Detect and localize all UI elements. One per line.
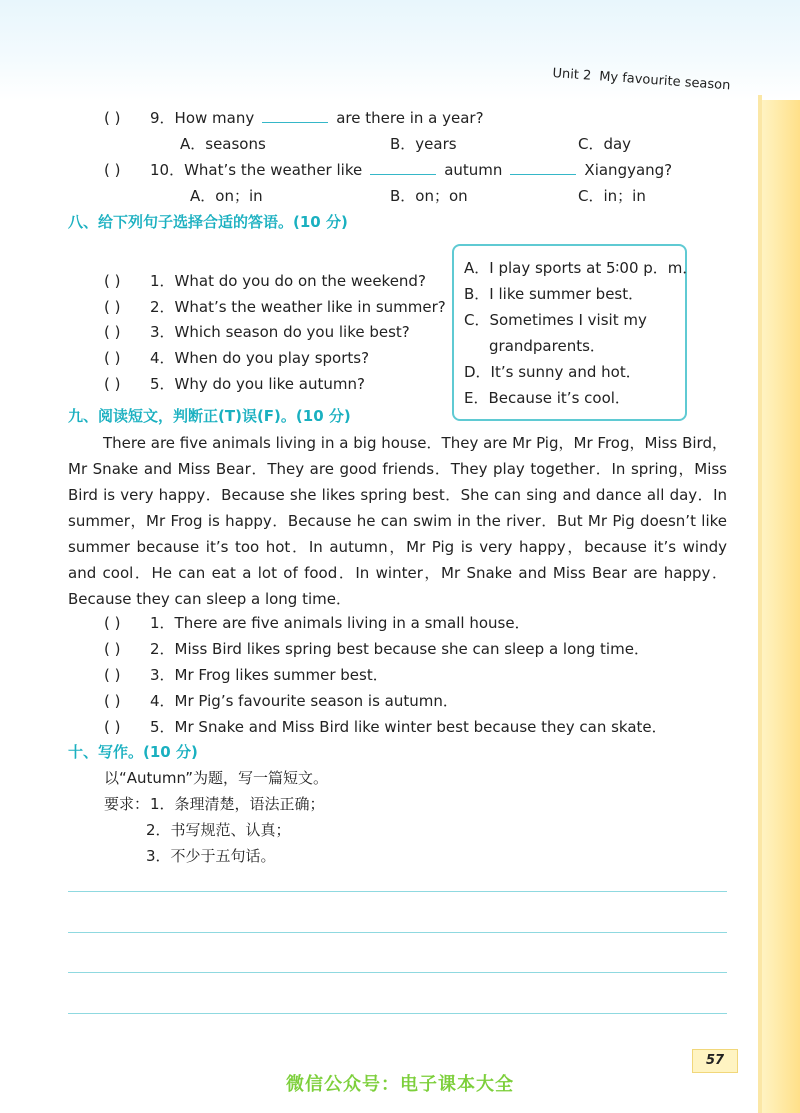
matching-question: 5．Why do you like autumn? [150, 375, 365, 393]
question-number: 9． [150, 109, 175, 127]
question-text: How many [174, 109, 255, 127]
answer-option-b: B．I like summer best． [464, 285, 644, 303]
option-c: C．day [578, 135, 632, 153]
question-10 [150, 160, 672, 180]
question-9 [150, 108, 484, 128]
answer-paren[interactable]: ( ) [104, 666, 121, 684]
fill-blank[interactable] [510, 160, 576, 175]
fill-blank[interactable] [370, 160, 436, 175]
writing-line[interactable] [68, 932, 727, 933]
answer-paren[interactable]: ( ) [104, 640, 121, 658]
answer-paren[interactable]: ( ) [104, 109, 121, 127]
true-false-statement: 3．Mr Frog likes summer best． [150, 666, 388, 684]
true-false-statement: 2．Miss Bird likes spring best because she can sleep a long time． [150, 640, 649, 658]
matching-question: 2．What’s the weather like in summer? [150, 298, 446, 316]
writing-line[interactable] [68, 891, 727, 892]
answer-option-c-cont: grandparents． [489, 337, 605, 355]
writing-prompt: 以“Autumn”为题，写一篇短文。 [104, 769, 328, 787]
writing-line[interactable] [68, 972, 727, 973]
question-number: 10． [150, 161, 185, 179]
option-a: A．seasons [180, 135, 266, 153]
answer-paren[interactable]: ( ) [104, 692, 121, 710]
requirement-3: 3．不少于五句话。 [146, 847, 276, 865]
page-number: 57 [692, 1049, 738, 1073]
fill-blank[interactable] [262, 108, 328, 123]
question-text: are there in a year? [336, 109, 484, 127]
matching-question: 1．What do you do on the weekend? [150, 272, 426, 290]
matching-question: 3．Which season do you like best? [150, 323, 410, 341]
answer-paren[interactable]: ( ) [104, 161, 121, 179]
answer-option-a: A．I play sports at 5∶00 p．m． [464, 259, 698, 277]
true-false-statement: 1．There are five animals living in a small house． [150, 614, 530, 632]
question-text: autumn [444, 161, 503, 179]
answer-paren[interactable]: ( ) [104, 349, 121, 367]
watermark: 微信公众号：电子课本大全 [286, 1074, 514, 1095]
writing-line[interactable] [68, 1013, 727, 1014]
option-a: A．on；in [190, 187, 263, 205]
matching-question: 4．When do you play sports? [150, 349, 370, 367]
section-9-title: 九、阅读短文，判断正(T)误(F)。(10 分) [68, 407, 351, 425]
option-c: C．in；in [578, 187, 646, 205]
requirement-1: 1．条理清楚，语法正确； [150, 795, 325, 813]
requirement-label: 要求： [104, 795, 150, 813]
header-unit: Unit 2 [551, 66, 592, 84]
answer-option-e: E．Because it’s cool． [464, 389, 630, 407]
answer-paren[interactable]: ( ) [104, 298, 121, 316]
option-b: B．on；on [390, 187, 468, 205]
answer-option-c: C．Sometimes I visit my [464, 311, 647, 329]
requirement-2: 2．书写规范、认真； [146, 821, 291, 839]
header-title: My favourite season [598, 69, 731, 94]
answer-paren[interactable]: ( ) [104, 323, 121, 341]
reading-passage: There are five animals living in a big house．They are Mr Pig，Mr Frog，Miss Bird，Mr Snake and Miss Bear．They are good friends．They play together．In spring，Miss Bird is very happy．Because she likes spring best．She can sing and dance all day．In summer，Mr Frog is happy．Because he can swim in the river．But Mr Pig doesn’t like summer because it’s too hot．In autumn，Mr Pig is very happy，because it’s windy and cool．He can eat a lot of food．In winter，Mr Snake and Miss Bear are happy．Because they can sleep a long time． [68, 434, 727, 608]
answer-paren[interactable]: ( ) [104, 375, 121, 393]
true-false-statement: 5．Mr Snake and Miss Bird like winter best because they can skate． [150, 718, 667, 736]
answer-option-d: D．It’s sunny and hot． [464, 363, 641, 381]
answer-options-box [452, 244, 698, 421]
true-false-statement: 4．Mr Pig’s favourite season is autumn． [150, 692, 458, 710]
section-10-title: 十、写作。(10 分) [68, 743, 198, 761]
option-b: B．years [390, 135, 457, 153]
section-8-title: 八、给下列句子选择合适的答语。(10 分) [68, 213, 348, 231]
side-band [762, 100, 800, 1113]
answer-paren[interactable]: ( ) [104, 272, 121, 290]
question-text: Xiangyang? [584, 161, 673, 179]
question-text: What’s the weather like [184, 161, 363, 179]
answer-paren[interactable]: ( ) [104, 718, 121, 736]
answer-paren[interactable]: ( ) [104, 614, 121, 632]
